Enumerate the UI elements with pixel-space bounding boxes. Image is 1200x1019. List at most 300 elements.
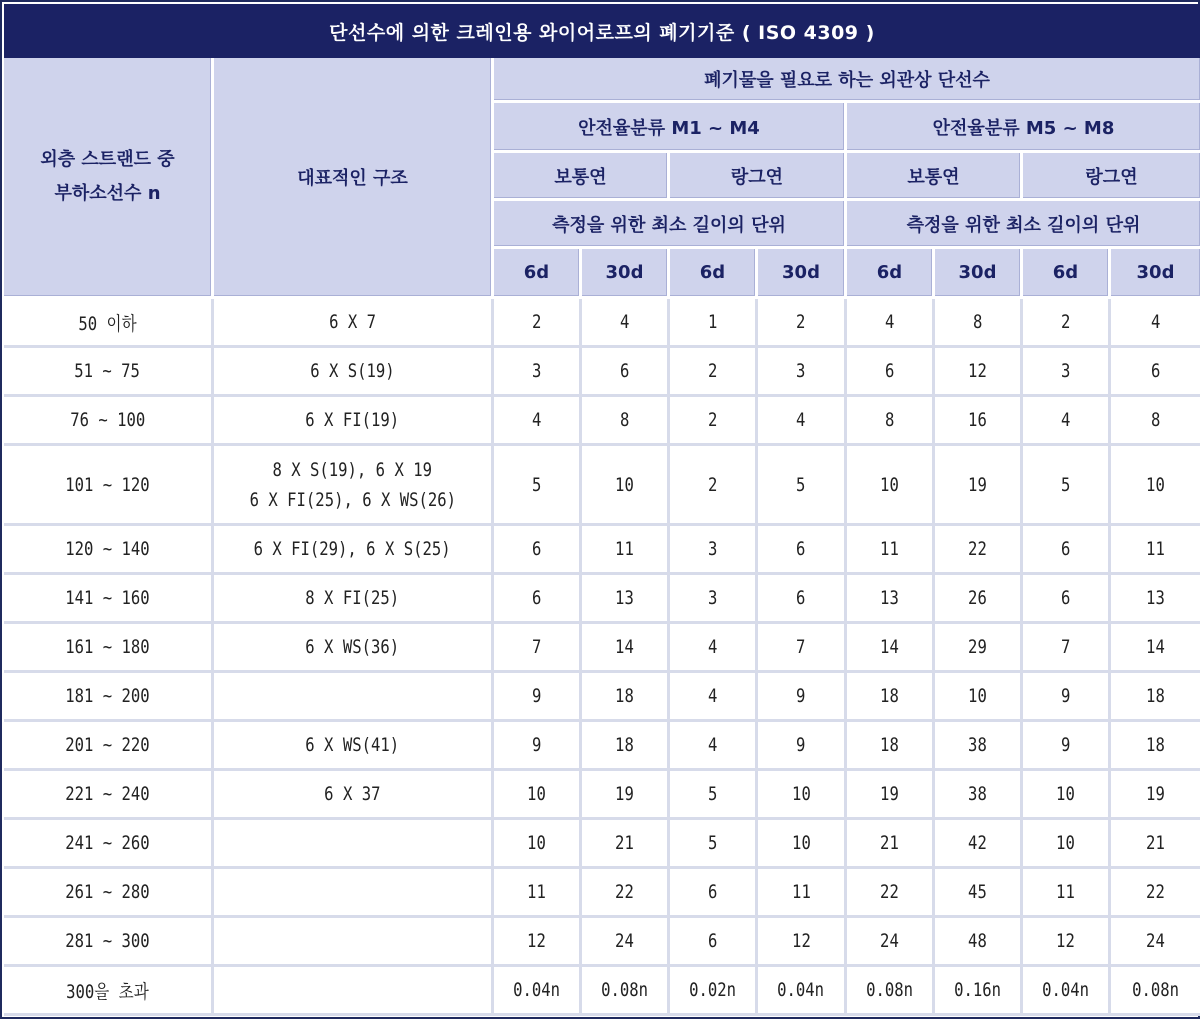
cell-value-text: 4 — [707, 734, 718, 756]
cell-structure — [214, 624, 494, 673]
cell-value-text: 38 — [968, 783, 987, 805]
cell-broken-wire-value — [494, 446, 582, 526]
cell-broken-wire-value — [847, 624, 935, 673]
cell-structure-line: 6 X FI(25), 6 X WS(26) — [249, 488, 456, 511]
cell-broken-wire-value — [847, 575, 935, 624]
cell-broken-wire-value — [758, 820, 847, 869]
cell-value-text: 10 — [791, 783, 811, 805]
table-row — [4, 722, 1200, 771]
cell-structure-line: 8 X S(19), 6 X 19 — [272, 458, 433, 481]
cell-value-text: 8 — [1150, 409, 1161, 431]
cell-value-text: 12 — [527, 930, 546, 952]
cell-structure-line: 6 X FI(29), 6 X S(25) — [254, 538, 451, 560]
cell-value-text: 6 — [796, 538, 806, 560]
cell-value-text: 8 — [972, 311, 983, 333]
cell-broken-wire-value — [670, 918, 758, 967]
cell-broken-wire-value — [758, 771, 847, 820]
cell-broken-wire-value — [1111, 967, 1200, 1016]
cell-value-text: 42 — [968, 832, 987, 854]
cell-value-text: 21 — [1146, 832, 1165, 854]
cell-value-text: 5 — [1060, 473, 1071, 496]
table-row — [4, 820, 1200, 869]
cell-broken-wire-value — [494, 820, 582, 869]
header-col1-line1: 외층 스트랜드 중 — [40, 149, 175, 170]
cell-broken-wire-value — [935, 771, 1023, 820]
cell-value-text: 48 — [968, 930, 987, 952]
header-length-col: 6d — [670, 249, 758, 299]
cell-broken-wire-value — [1111, 397, 1200, 446]
cell-value-text: 5 — [707, 832, 718, 854]
cell-value-text: 22 — [968, 538, 987, 560]
cell-structure — [214, 299, 494, 348]
cell-value-text: 4 — [531, 409, 542, 431]
cell-broken-wire-value — [1023, 771, 1111, 820]
cell-broken-wire-value — [1111, 869, 1200, 918]
cell-broken-wire-value — [582, 918, 670, 967]
cell-value-text: 0.08n — [866, 979, 913, 1001]
cell-wire-count-text: 300을 초과 — [66, 980, 149, 1003]
cell-value-text: 11 — [1146, 538, 1165, 560]
cell-broken-wire-value — [582, 673, 670, 722]
cell-value-text: 21 — [615, 832, 634, 854]
cell-broken-wire-value — [847, 918, 935, 967]
cell-wire-count — [4, 673, 214, 722]
cell-value-text: 18 — [880, 685, 899, 707]
cell-broken-wire-value — [1023, 918, 1111, 967]
cell-value-text: 29 — [968, 636, 987, 658]
cell-broken-wire-value — [758, 967, 847, 1016]
table-row — [4, 967, 1200, 1016]
header-min-length-unit-b: 측정을 위한 최소 길이의 단위 — [847, 201, 1200, 249]
cell-value-text: 0.08n — [601, 979, 648, 1001]
header-outer-strand-wires — [4, 58, 214, 299]
cell-value-text: 6 — [796, 587, 806, 609]
cell-broken-wire-value — [847, 446, 935, 526]
cell-broken-wire-value — [935, 299, 1023, 348]
cell-value-text: 18 — [615, 685, 634, 707]
cell-wire-count — [4, 526, 214, 575]
cell-value-text: 19 — [880, 783, 899, 805]
cell-broken-wire-value — [582, 771, 670, 820]
cell-value-text: 19 — [968, 473, 987, 496]
cell-broken-wire-value — [1023, 722, 1111, 771]
cell-broken-wire-value — [758, 526, 847, 575]
cell-value-text: 3 — [531, 360, 542, 382]
cell-value-text: 18 — [1146, 734, 1165, 756]
cell-wire-count-text: 181 ~ 200 — [65, 685, 150, 707]
cell-broken-wire-value — [1023, 299, 1111, 348]
cell-value-text: 24 — [880, 930, 899, 952]
header-typical-structure: 대표적인 구조 — [214, 58, 494, 299]
cell-value-text: 10 — [527, 783, 546, 805]
cell-broken-wire-value — [670, 397, 758, 446]
cell-wire-count — [4, 397, 214, 446]
cell-broken-wire-value — [758, 624, 847, 673]
cell-value-text: 11 — [527, 881, 546, 903]
cell-wire-count — [4, 722, 214, 771]
cell-broken-wire-value — [582, 348, 670, 397]
cell-broken-wire-value — [582, 299, 670, 348]
cell-value-text: 9 — [1060, 685, 1071, 707]
cell-value-text: 9 — [796, 734, 806, 756]
cell-structure-line: 6 X WS(36) — [305, 636, 400, 658]
cell-broken-wire-value — [1111, 771, 1200, 820]
header-length-col: 30d — [1111, 249, 1200, 299]
header-length-col: 30d — [935, 249, 1023, 299]
cell-wire-count-text: 76 ~ 100 — [69, 409, 146, 431]
cell-wire-count — [4, 446, 214, 526]
cell-broken-wire-value — [582, 624, 670, 673]
cell-wire-count — [4, 348, 214, 397]
cell-wire-count-text: 161 ~ 180 — [65, 636, 150, 658]
cell-value-text: 6 — [531, 587, 542, 609]
cell-value-text: 4 — [796, 409, 806, 431]
cell-value-text: 14 — [615, 636, 634, 658]
cell-broken-wire-value — [582, 575, 670, 624]
cell-broken-wire-value — [758, 722, 847, 771]
cell-broken-wire-value — [582, 967, 670, 1016]
cell-broken-wire-value — [1111, 446, 1200, 526]
cell-value-text: 2 — [796, 311, 806, 333]
cell-value-text: 2 — [1060, 311, 1071, 333]
cell-broken-wire-value — [1111, 348, 1200, 397]
cell-broken-wire-value — [1023, 869, 1111, 918]
cell-value-text: 18 — [615, 734, 634, 756]
cell-wire-count — [4, 575, 214, 624]
cell-value-text: 10 — [791, 832, 811, 854]
header-col1-line2: 부하소선수 n — [54, 183, 161, 204]
header-min-length-unit-a: 측정을 위한 최소 길이의 단위 — [494, 201, 847, 249]
cell-broken-wire-value — [670, 348, 758, 397]
cell-broken-wire-value — [494, 722, 582, 771]
table-row — [4, 624, 1200, 673]
cell-structure — [214, 673, 494, 722]
cell-value-text: 2 — [531, 311, 542, 333]
cell-value-text: 12 — [968, 360, 987, 382]
cell-structure-line: 6 X S(19) — [310, 360, 395, 382]
cell-value-text: 3 — [796, 360, 806, 382]
cell-broken-wire-value — [847, 299, 935, 348]
cell-value-text: 2 — [707, 473, 718, 496]
cell-value-text: 24 — [1146, 930, 1165, 952]
cell-broken-wire-value — [494, 869, 582, 918]
cell-broken-wire-value — [494, 624, 582, 673]
cell-broken-wire-value — [758, 397, 847, 446]
cell-broken-wire-value — [1023, 397, 1111, 446]
cell-broken-wire-value — [670, 575, 758, 624]
cell-broken-wire-value — [582, 722, 670, 771]
cell-broken-wire-value — [670, 967, 758, 1016]
cell-structure — [214, 446, 494, 526]
cell-broken-wire-value — [847, 869, 935, 918]
cell-broken-wire-value — [935, 624, 1023, 673]
cell-value-text: 38 — [968, 734, 987, 756]
cell-value-text: 0.16n — [954, 979, 1001, 1001]
cell-value-text: 6 — [1060, 587, 1071, 609]
cell-broken-wire-value — [582, 526, 670, 575]
cell-structure — [214, 722, 494, 771]
cell-broken-wire-value — [758, 918, 847, 967]
header-class-m1-m4: 안전율분류 M1 ~ M4 — [494, 103, 847, 153]
header-class-m5-m8: 안전율분류 M5 ~ M8 — [847, 103, 1200, 153]
table-body — [4, 299, 1200, 1016]
cell-wire-count-text: 101 ~ 120 — [65, 473, 150, 496]
cell-value-text: 9 — [1060, 734, 1071, 756]
cell-broken-wire-value — [1111, 673, 1200, 722]
cell-value-text: 5 — [796, 473, 806, 496]
cell-structure — [214, 869, 494, 918]
cell-broken-wire-value — [935, 348, 1023, 397]
table-row — [4, 348, 1200, 397]
cell-broken-wire-value — [1111, 299, 1200, 348]
cell-value-text: 22 — [615, 881, 634, 903]
cell-value-text: 10 — [615, 473, 634, 496]
cell-value-text: 6 — [707, 930, 718, 952]
cell-broken-wire-value — [670, 820, 758, 869]
cell-broken-wire-value — [758, 446, 847, 526]
cell-broken-wire-value — [847, 967, 935, 1016]
cell-structure-line: 6 X FI(19) — [305, 409, 400, 431]
header-regular-lay-a: 보통연 — [494, 153, 670, 201]
cell-broken-wire-value — [758, 869, 847, 918]
cell-value-text: 14 — [1146, 636, 1165, 658]
header-length-col: 6d — [1023, 249, 1111, 299]
cell-value-text: 2 — [707, 360, 718, 382]
cell-value-text: 10 — [968, 685, 987, 707]
cell-value-text: 11 — [880, 538, 899, 560]
cell-value-text: 4 — [619, 311, 630, 333]
cell-broken-wire-value — [847, 771, 935, 820]
table-row — [4, 299, 1200, 348]
header-lang-lay-a: 랑그연 — [670, 153, 847, 201]
cell-broken-wire-value — [1111, 526, 1200, 575]
cell-value-text: 13 — [880, 587, 899, 609]
cell-broken-wire-value — [935, 526, 1023, 575]
cell-value-text: 6 — [707, 881, 718, 903]
cell-broken-wire-value — [1023, 820, 1111, 869]
cell-value-text: 19 — [615, 783, 634, 805]
cell-broken-wire-value — [494, 397, 582, 446]
cell-value-text: 13 — [1146, 587, 1165, 609]
table-row — [4, 575, 1200, 624]
cell-structure — [214, 820, 494, 869]
cell-value-text: 6 — [884, 360, 895, 382]
table-row — [4, 446, 1200, 526]
cell-broken-wire-value — [1111, 722, 1200, 771]
cell-broken-wire-value — [1023, 526, 1111, 575]
cell-value-text: 21 — [880, 832, 899, 854]
cell-broken-wire-value — [935, 397, 1023, 446]
cell-broken-wire-value — [758, 575, 847, 624]
cell-broken-wire-value — [494, 575, 582, 624]
cell-broken-wire-value — [1111, 575, 1200, 624]
cell-value-text: 1 — [707, 311, 718, 333]
cell-wire-count-text: 241 ~ 260 — [65, 832, 150, 854]
cell-value-text: 0.02n — [689, 979, 736, 1001]
header-visible-broken-wires: 폐기물을 필요로 하는 외관상 단선수 — [494, 58, 1200, 103]
cell-value-text: 10 — [1056, 783, 1075, 805]
cell-broken-wire-value — [670, 722, 758, 771]
cell-broken-wire-value — [670, 673, 758, 722]
header-length-col: 30d — [758, 249, 847, 299]
cell-broken-wire-value — [847, 820, 935, 869]
cell-value-text: 0.04n — [513, 979, 560, 1001]
cell-value-text: 8 — [619, 409, 630, 431]
cell-value-text: 7 — [796, 636, 806, 658]
cell-broken-wire-value — [1111, 820, 1200, 869]
cell-wire-count-text: 281 ~ 300 — [65, 930, 150, 952]
cell-broken-wire-value — [582, 869, 670, 918]
cell-structure-line: 6 X 7 — [329, 311, 376, 333]
cell-broken-wire-value — [494, 526, 582, 575]
cell-value-text: 4 — [884, 311, 895, 333]
cell-value-text: 9 — [531, 685, 542, 707]
cell-broken-wire-value — [670, 624, 758, 673]
cell-value-text: 12 — [1056, 930, 1075, 952]
cell-wire-count-text: 201 ~ 220 — [65, 734, 150, 756]
cell-broken-wire-value — [582, 397, 670, 446]
cell-broken-wire-value — [758, 348, 847, 397]
cell-broken-wire-value — [1023, 446, 1111, 526]
header-regular-lay-b: 보통연 — [847, 153, 1023, 201]
cell-wire-count-text: 221 ~ 240 — [65, 783, 150, 805]
cell-value-text: 5 — [707, 783, 718, 805]
cell-value-text: 10 — [880, 473, 899, 496]
cell-value-text: 3 — [707, 587, 718, 609]
cell-broken-wire-value — [670, 299, 758, 348]
cell-broken-wire-value — [494, 918, 582, 967]
cell-value-text: 6 — [619, 360, 630, 382]
cell-broken-wire-value — [494, 673, 582, 722]
cell-value-text: 14 — [880, 636, 899, 658]
cell-broken-wire-value — [582, 446, 670, 526]
cell-structure — [214, 348, 494, 397]
cell-broken-wire-value — [847, 673, 935, 722]
cell-broken-wire-value — [847, 722, 935, 771]
cell-value-text: 7 — [1060, 636, 1071, 658]
cell-wire-count — [4, 967, 214, 1016]
cell-wire-count-text: 261 ~ 280 — [65, 881, 150, 903]
cell-value-text: 10 — [527, 832, 546, 854]
cell-wire-count-text: 51 ~ 75 — [74, 360, 141, 382]
cell-structure — [214, 397, 494, 446]
cell-value-text: 8 — [884, 409, 895, 431]
cell-value-text: 9 — [531, 734, 542, 756]
header-length-col: 6d — [494, 249, 582, 299]
cell-value-text: 3 — [707, 538, 718, 560]
cell-wire-count — [4, 771, 214, 820]
cell-structure — [214, 526, 494, 575]
cell-broken-wire-value — [1111, 918, 1200, 967]
cell-value-text: 0.08n — [1132, 979, 1179, 1001]
cell-broken-wire-value — [670, 869, 758, 918]
cell-wire-count — [4, 820, 214, 869]
cell-broken-wire-value — [494, 771, 582, 820]
cell-wire-count — [4, 624, 214, 673]
cell-structure — [214, 918, 494, 967]
cell-value-text: 9 — [796, 685, 806, 707]
cell-value-text: 4 — [707, 685, 718, 707]
cell-value-text: 12 — [791, 930, 811, 952]
cell-broken-wire-value — [935, 673, 1023, 722]
table-row — [4, 918, 1200, 967]
cell-value-text: 18 — [880, 734, 899, 756]
cell-value-text: 19 — [1146, 783, 1165, 805]
cell-wire-count — [4, 299, 214, 348]
cell-value-text: 5 — [531, 473, 542, 496]
cell-broken-wire-value — [582, 820, 670, 869]
cell-broken-wire-value — [1023, 624, 1111, 673]
cell-value-text: 6 — [1060, 538, 1071, 560]
cell-broken-wire-value — [935, 918, 1023, 967]
cell-value-text: 2 — [707, 409, 718, 431]
cell-broken-wire-value — [935, 820, 1023, 869]
cell-value-text: 6 — [1150, 360, 1161, 382]
cell-broken-wire-value — [1023, 348, 1111, 397]
cell-value-text: 11 — [791, 881, 811, 903]
cell-broken-wire-value — [494, 299, 582, 348]
cell-value-text: 11 — [1056, 881, 1075, 903]
cell-value-text: 0.04n — [777, 979, 825, 1001]
table-row — [4, 673, 1200, 722]
cell-value-text: 24 — [615, 930, 634, 952]
cell-broken-wire-value — [1111, 624, 1200, 673]
cell-value-text: 26 — [968, 587, 987, 609]
cell-value-text: 7 — [531, 636, 542, 658]
cell-broken-wire-value — [494, 967, 582, 1016]
cell-broken-wire-value — [935, 869, 1023, 918]
cell-broken-wire-value — [1023, 673, 1111, 722]
cell-structure-line: 6 X 37 — [324, 783, 381, 805]
cell-value-text: 4 — [707, 636, 718, 658]
cell-structure-line: 8 X FI(25) — [305, 587, 400, 609]
table-row — [4, 397, 1200, 446]
cell-value-text: 22 — [880, 881, 899, 903]
cell-value-text: 10 — [1056, 832, 1075, 854]
wire-rope-discard-table — [4, 58, 1200, 1016]
cell-wire-count — [4, 918, 214, 967]
cell-value-text: 0.04n — [1042, 979, 1089, 1001]
cell-broken-wire-value — [1023, 967, 1111, 1016]
cell-broken-wire-value — [935, 722, 1023, 771]
cell-value-text: 4 — [1060, 409, 1071, 431]
cell-value-text: 4 — [1150, 311, 1161, 333]
table-title: 단선수에 의한 크레인용 와이어로프의 폐기기준 ( ISO 4309 ) — [4, 4, 1200, 58]
cell-value-text: 3 — [1060, 360, 1071, 382]
cell-broken-wire-value — [847, 526, 935, 575]
cell-value-text: 6 — [531, 538, 542, 560]
table-row — [4, 526, 1200, 575]
cell-value-text: 13 — [615, 587, 634, 609]
cell-structure — [214, 575, 494, 624]
cell-value-text: 11 — [615, 538, 634, 560]
cell-wire-count-text: 120 ~ 140 — [65, 538, 150, 560]
cell-structure-line: 6 X WS(41) — [305, 734, 400, 756]
cell-structure — [214, 771, 494, 820]
cell-broken-wire-value — [670, 446, 758, 526]
cell-broken-wire-value — [494, 348, 582, 397]
cell-broken-wire-value — [670, 526, 758, 575]
table-row — [4, 869, 1200, 918]
table-row — [4, 771, 1200, 820]
cell-wire-count — [4, 869, 214, 918]
cell-broken-wire-value — [935, 575, 1023, 624]
cell-value-text: 45 — [968, 881, 987, 903]
cell-broken-wire-value — [758, 673, 847, 722]
cell-value-text: 10 — [1146, 473, 1165, 496]
header-length-col: 6d — [847, 249, 935, 299]
cell-wire-count-text: 141 ~ 160 — [65, 587, 150, 609]
